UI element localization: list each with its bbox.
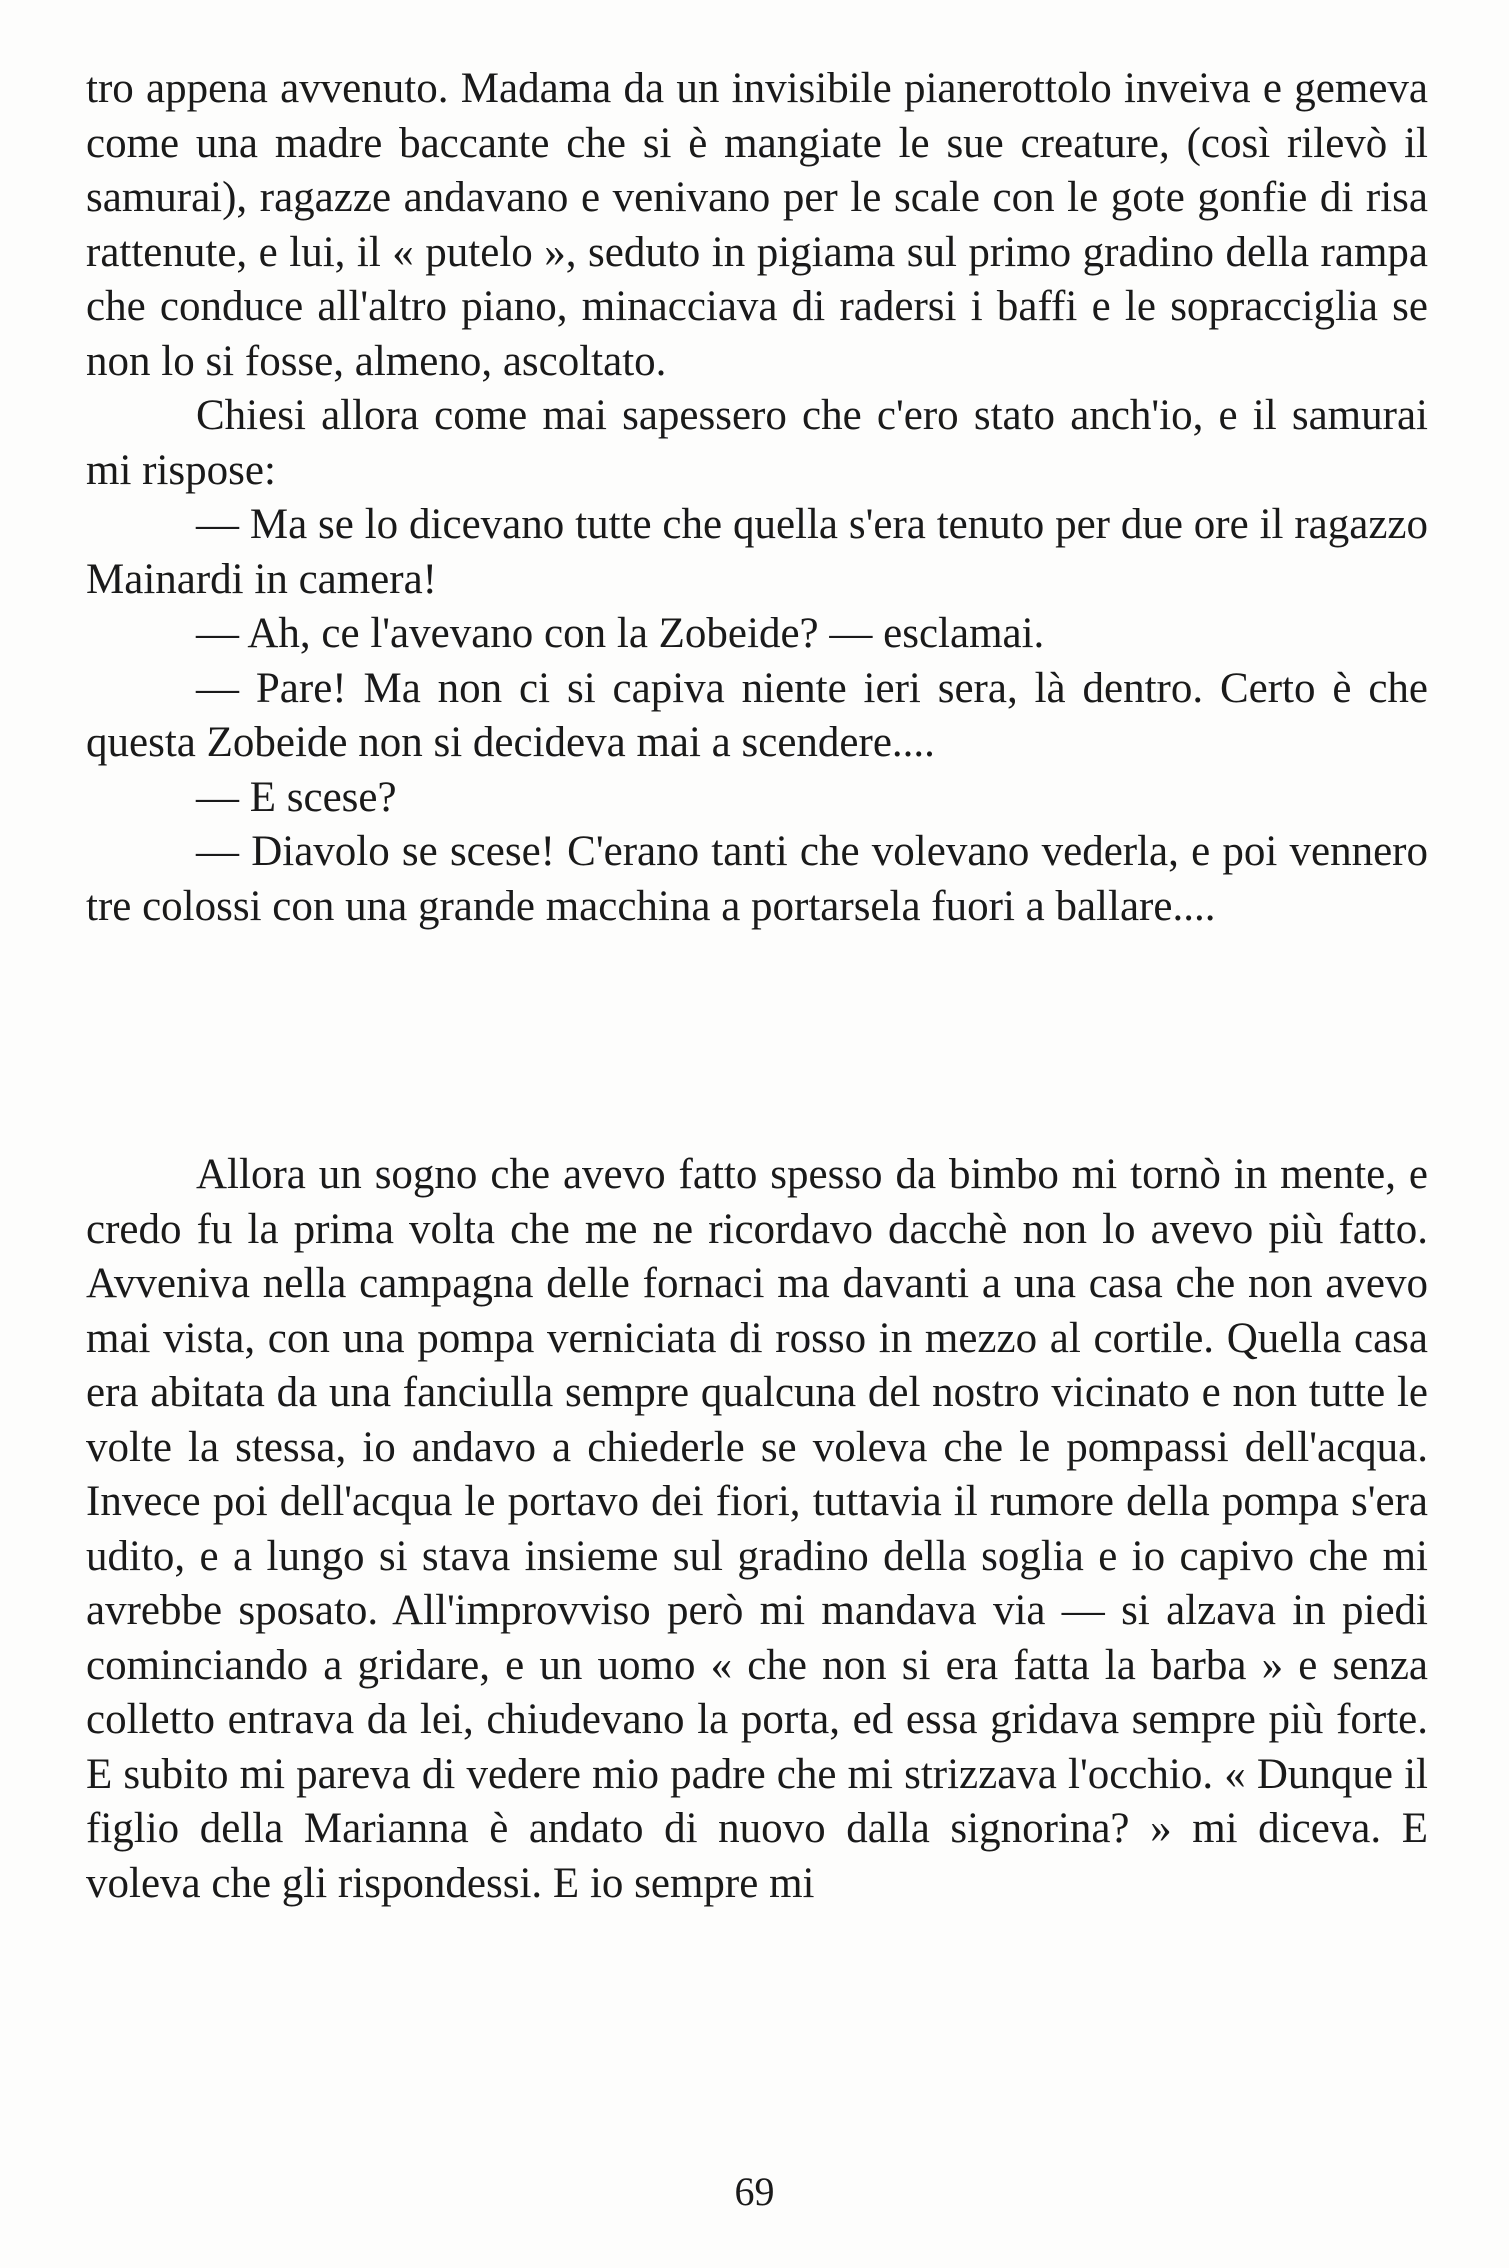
- dialogue-line: — Ma se lo dicevano tutte che quella s'era tenuto per due ore il ragazzo Mainardi in camera!: [86, 501, 1428, 603]
- dialogue-line: — Ah, ce l'avevano con la Zobeide? — esclamai.: [196, 610, 1045, 657]
- paragraph: tro appena avvenuto. Madama da un invisibile pianerottolo inveiva e gemeva come una madre baccante che si è mangiate le sue creature, (così rilevò il samurai), ragazze andavano e venivano per le scale con le gote gonfie di risa rattenute, e lui, il « putelo », seduto in pigiama sul primo gradino della rampa che conduce all'altro piano, minacciava di radersi i baffi e le sopracciglia se non lo si fosse, almeno, ascoltato.: [86, 65, 1428, 385]
- paragraph: Chiesi allora come mai sapessero che c'ero stato anch'io, e il samurai mi rispose:: [86, 392, 1428, 494]
- paragraph: Allora un sogno che avevo fatto spesso da bimbo mi tornò in mente, e credo fu la prima volta che me ne ricordavo dacchè non lo avevo più fatto. Avveniva nella campagna delle fornaci ma davanti a una casa che non avevo mai vista, con una pompa verniciata di rosso in mezzo al cortile. Quella casa era abitata da una fanciulla sempre qualcuna del nostro vicinato e non tutte le volte la stessa, io andavo a chiederle se voleva che le pompassi dell'acqua. Invece poi dell'acqua le portavo dei fiori, tuttavia il rumore della pompa s'era udito, e a lungo si stava insieme sul gradino della soglia e io capivo che mi avrebbe sposato. All'improvviso però mi mandava via — si alzava in piedi cominciando a gridare, e un uomo « che non si era fatta la barba » e senza colletto entrava da lei, chiudevano la porta, ed essa gridava sempre più forte. E subito mi pareva di vedere mio padre che mi strizzava l'occhio. « Dunque il figlio della Marianna è andato di nuovo dalla signorina? » mi diceva. E voleva che gli rispondessi. E io sempre mi: [86, 1151, 1428, 1907]
- text-block-continuation: [86, 62, 1428, 934]
- dialogue-line: — Pare! Ma non ci si capiva niente ieri sera, là dentro. Certo è che questa Zobeide non si decideva mai a scendere....: [86, 664, 1428, 766]
- page-number: 69: [734, 2169, 775, 2214]
- dialogue-line: — Diavolo se scese! C'erano tanti che volevano vederla, e poi vennero tre colossi con una grande macchina a portarsela fuori a ballare....: [86, 828, 1428, 930]
- text-block-new-section: [86, 1148, 1428, 1911]
- dialogue-line: — E scese?: [196, 773, 397, 821]
